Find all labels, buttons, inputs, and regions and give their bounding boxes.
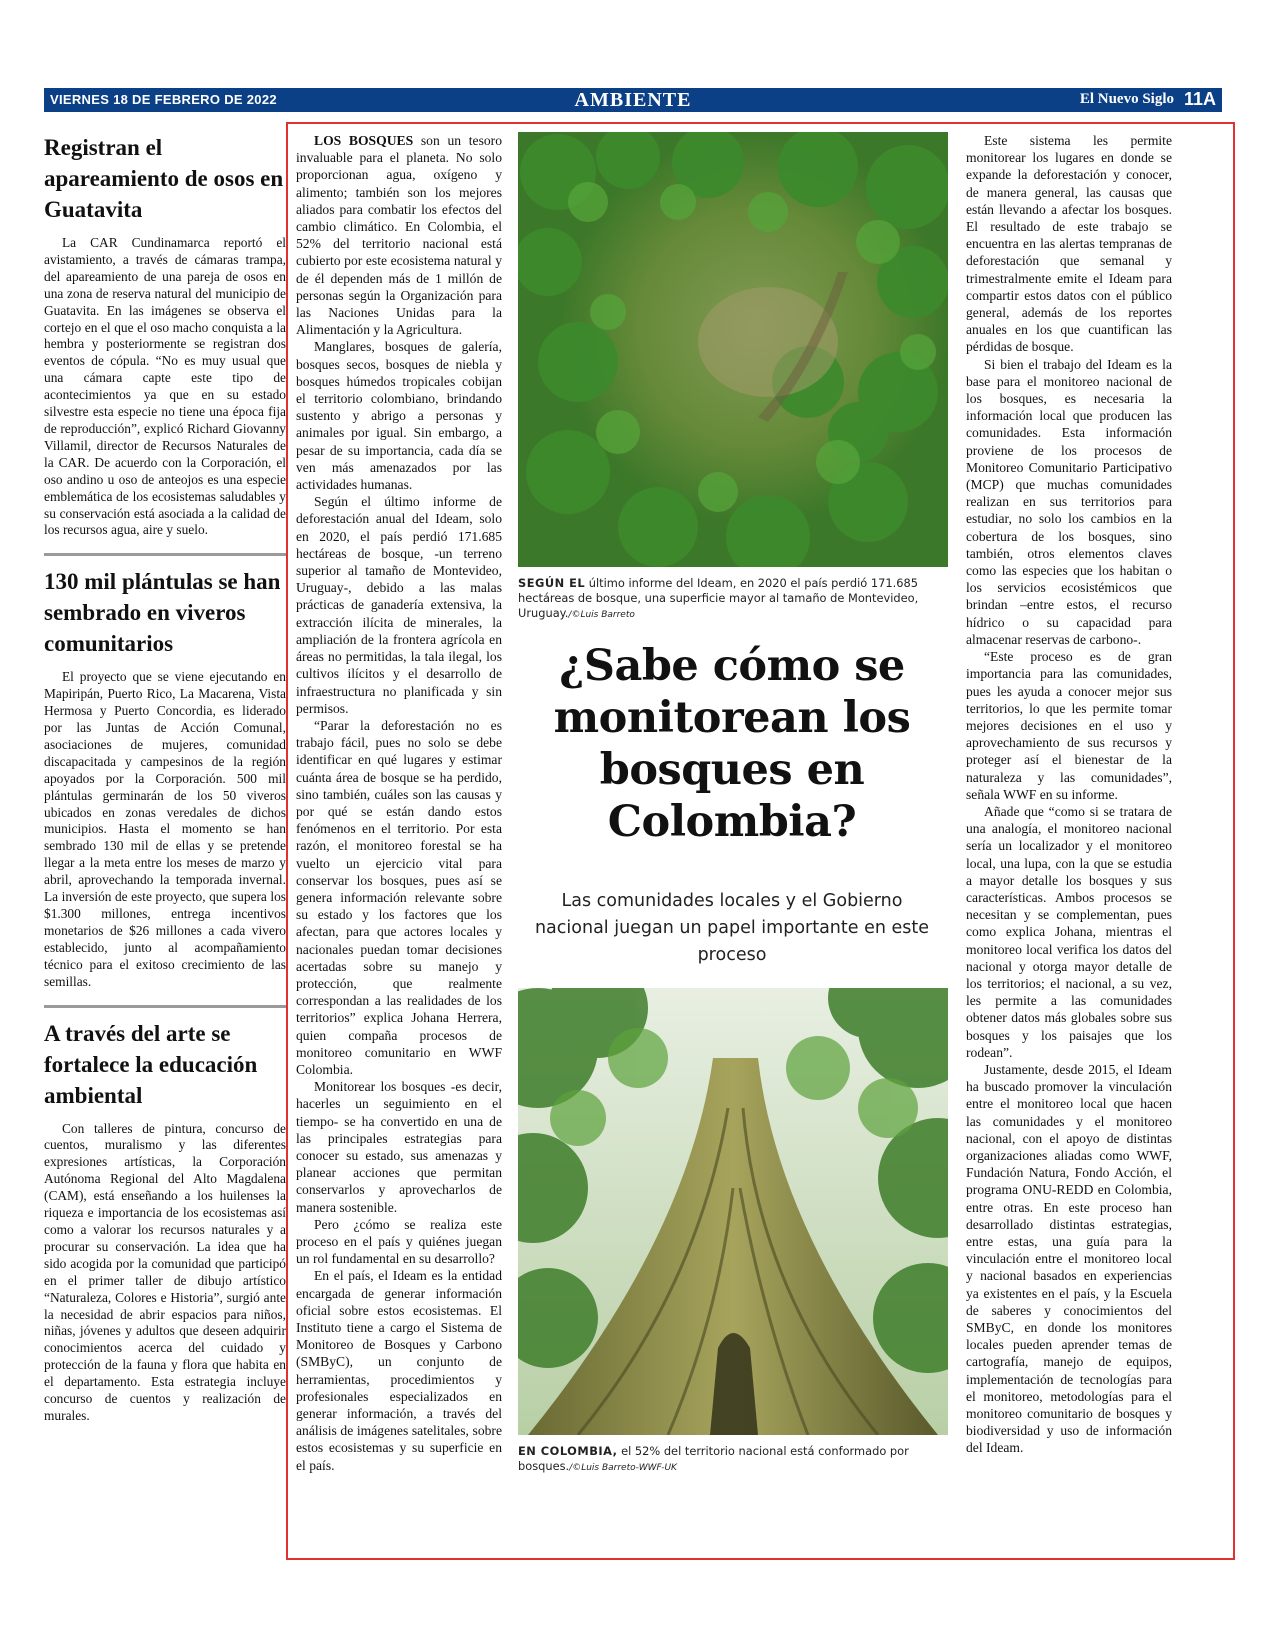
aerial-forest-photo (518, 132, 948, 567)
brief-arte (44, 1018, 286, 1425)
article-headline: ¿Sabe cómo se monitorean los bosques en Colombia? (553, 641, 911, 847)
briefs-column (44, 132, 286, 1425)
brief-plantulas (44, 566, 286, 990)
brief-body: La CAR Cundinamarca reportó el avistamiento, a través de cámaras trampa, del apareamiento de una pareja de osos en una zona de reserva natural del municipio de Guatavita. En las imágenes se observa el cortejo en el que el oso macho conquista a la hembra y posteriormente se registran dos eventos de cópula. “No es muy usual que una cámara capte este tipo de acontecimientos ya que en su estado silvestre esta especie no tiene una época fija de reproducción”, explicó Richard Giovanny Villamil, director de Recursos Naturales de la CAR. De acuerdo con la Corporación, el oso andino u oso de anteojos es una especie emblemática de los ecosistemas saludables y su conservación está asociada a la calidad de los recursos agua, aire y suelo. (44, 235, 286, 538)
issue-date: VIERNES 18 DE FEBRERO DE 2022 (50, 92, 277, 107)
article-paragraph: Según el último informe de deforestación anual del Ideam, solo en 2020, el país perdió 171.685 hectáreas de bosque, -un terreno superior al tamaño de Montevideo, Uruguay-, debido a las malas prácticas de ganadería extensiva, la extracción ilícita de minerales, la ampliación de la frontera agrícola en áreas no permitidas, la tala ilegal, los cultivos ilícitos y el desarrollo de infraestructura no planificada y sin permisos. (296, 494, 502, 716)
tree-trunk-image (518, 988, 948, 1435)
caption-text: el 52% del territorio nacional está conformado por bosques. (518, 1444, 909, 1473)
article-paragraph: Añade que “como si se tratara de una analogía, el monitoreo nacional sería un localizador y el monitoreo local, una lupa, con la que se estudia a mayor detalle los bosques y sus características. Ambos procesos se necesitan y se complementan, pues como explica Johana, mientras el monitoreo local verifica los datos del nacional y otorga mayor detalle de los territorios; el nacional, a su vez, les permite a las comunidades obtener datos más globales sobre sus bosques y los paisajes que los rodean”. (966, 803, 1172, 1060)
brief-body: El proyecto que se viene ejecutando en Mapiripán, Puerto Rico, La Macarena, Vista Hermosa y Puerto Concordia, es liderado por las Juntas de Acción Comunal, asociaciones de mujeres, comunidad discapacitada y campesinos de la región apoyados por la Corporación. 500 mil plántulas germinarán de los 50 viveros ubicados en zonas veredales de dichos municipios. Hasta el momento se han sembrado 130 mil de ellas y se pretende llegar a la meta entre los meses de marzo y abril, aprovechando la temporada invernal. La inversión de este proyecto, que supera los $1.300 millones, entrega incentivos monetarios de $26 millones a cada vivero establecido, junto al acompañamiento técnico para el exitoso crecimiento de las semillas. (44, 669, 286, 989)
page-number: 11A (1183, 89, 1216, 109)
article-paragraph: LOS BOSQUES son un tesoro invaluable para el planeta. No solo proporcionan agua, oxígeno y alimento; también son los mejores aliados para combatir los efectos del cambio climático. En Colombia, el 52% del territorio nacional está cubierto por este ecosistema natural y de él dependen más de 1 millón de personas según la Organización para las Naciones Unidas para la Alimentación y la Agricultura. (296, 133, 502, 338)
caption-text: último informe del Ideam, en 2020 el país perdió 171.685 hectáreas de bosque, una superficie mayor al tamaño de Montevideo, Uruguay. (518, 576, 919, 620)
article-paragraph: Manglares, bosques de galería, bosques secos, bosques de niebla y bosques húmedos tropicales cobijan el territorio colombiano, brindando sustento y abrigo a personas y animales por igual. Sin embargo, a pesar de su importancia, cada día se ven más amenazados por las actividades humanas. (296, 339, 502, 493)
article-paragraph: En el país, el Ideam es la entidad encargada de generar información oficial sobre estos ecosistemas. El Instituto tiene a cargo el Sistema de Monitoreo de Bosques y Carbono (SMByC), un conjunto de herramientas, procedimientos y profesionales especializados en generar información, a través del análisis de imágenes satelitales, sobre estos ecosistemas y su superficie en el país. (296, 1268, 502, 1473)
section-title: AMBIENTE (574, 89, 692, 111)
article-lead-in: LOS BOSQUES (314, 133, 414, 148)
photo-caption (518, 576, 948, 623)
article-paragraph: Justamente, desde 2015, el Ideam ha buscado promover la vinculación entre el monitoreo local que hacen las comunidades y el monitoreo nacional, con el apoyo de distintas organizaciones aliadas como WWF, Fundación Natura, Fondo Acción, el programa ONU-REDD en Colombia, entre otras. En este proceso han desarrollado distintas estrategias, entre estas, una guía para la vinculación entre el monitoreo local y nacional basados en experiencias ya existentes en el país, y la Escuela de saberes y conocimientos del SMByC, en donde los monitores locales pueden aprender temas de cartografía, manejo de equipos, implementación de tecnologías para el monitoreo, metodologías para el monitoreo comunitario de bosques y biodiversidad y uso de información del Ideam. (966, 1061, 1172, 1456)
article-paragraph: Monitorear los bosques -es decir, hacerles un seguimiento en el tiempo- se ha convertido en una de las principales estrategias para conocer su estado, sus amenazas y planear acciones que permitan conservarlos y aprovecharlos de manera sostenible. (296, 1079, 502, 1215)
newspaper-brand: El Nuevo Siglo (1079, 91, 1174, 107)
article-subheadline: Las comunidades locales y el Gobierno nacional juegan un papel importante en este proceso (534, 891, 930, 965)
article-column-3 (966, 132, 1172, 1457)
article-paragraph: Si bien el trabajo del Ideam es la base para el monitoreo nacional de los bosques, es necesaria la información local que producen las comunidades. Esta información proviene de los procesos de Monitoreo Comunitario Participativo (MCP) que muchas comunidades realizan en sus territorios para estudiar, no solo los cambios en la cobertura de los bosques, sino también, otros elementos claves como las especies que los habitan o los servicios ecosistémicos que brindan –entre estos, el recurso hídrico o su capacidad para almacenar reservas de carbono-. (966, 356, 1172, 647)
article-paragraph: Pero ¿cómo se realiza este proceso en el país y quiénes juegan un rol fundamental en su desarrollo? (296, 1216, 502, 1267)
article-column-1 (296, 132, 502, 1474)
article-paragraph: Este sistema les permite monitorear los lugares en donde se expande la deforestación y conocer, de manera general, las causas que están llevando a afectar los bosques. El resultado de este trabajo se encuentra en las alertas tempranas de deforestación que semanal y trimestralmente emite el Ideam para compartir estos datos con el público general, además de los reportes anuales en los que cuantifican las pérdidas de bosque. (966, 133, 1172, 355)
brief-body: Con talleres de pintura, concurso de cuentos, muralismo y las diferentes expresiones artísticas, la Corporación Autónoma Regional del Alto Magdalena (CAM), está enseñando a los huilenses la riqueza e importancia de los ecosistemas así como a valorar los recursos naturales y a procurar su conservación. La idea que ha sido acogida por la comunidad que participó en el primer taller de dibujo artístico “Naturaleza, Colores e Historia”, surgió ante la necesidad de abrir espacios para niños, niñas, jóvenes y adultos que deseen adquirir conocimientos acerca del cuidado y protección de la fauna y flora que habita en el departamento. Esta estrategia incluye concurso de cuentos y realización de murales. (44, 1120, 286, 1423)
photo-caption (518, 1444, 948, 1476)
caption-lead-in: SEGÚN EL (518, 576, 586, 590)
brief-divider (44, 553, 286, 556)
photo-credit: /©Luis Barreto-WWF-UK (569, 1463, 677, 1473)
brief-title: Registran el apareamiento de osos en Guatavita (44, 135, 284, 222)
aerial-forest-image (518, 132, 948, 567)
brief-osos (44, 132, 286, 539)
brief-title: 130 mil plántulas se han sembrado en viveros comunitarios (44, 569, 281, 657)
article-paragraph: “Este proceso es de gran importancia para las comunidades, pues les ayuda a conocer mejor sus territorios, lo que les permite tomar mejores decisiones en el uso y aprovechamiento de sus recursos y proteger así el bienestar de la naturaleza y las comunidades”, señala WWF en su informe. (966, 649, 1172, 802)
brief-title: A través del arte se fortalece la educación ambiental (44, 1020, 258, 1108)
brief-divider (44, 1005, 286, 1008)
photo-credit: /©Luis Barreto (568, 610, 635, 620)
section-header-bar (44, 88, 1222, 112)
article-paragraph: “Parar la deforestación no es trabajo fácil, pues no solo se debe identificar en qué lugares y estimar cuánta área de bosque se ha perdido, sino también, cuáles son las causas y por qué se están dando estos fenómenos en el territorio. Por esta razón, el monitoreo forestal se ha vuelto un ejercicio vital para conservar los bosques, pues así se genera información relevante sobre su estado y los factores que los afectan, para que actores locales y nacionales puedan tomar decisiones acertadas sobre su manejo y protección, que realmente correspondan a las realidades de los territorios” explica Johana Herrera, quien compaña procesos de monitoreo comunitario en WWF Colombia. (296, 717, 502, 1077)
tree-trunk-photo (518, 988, 948, 1435)
caption-lead-in: EN COLOMBIA, (518, 1444, 618, 1458)
